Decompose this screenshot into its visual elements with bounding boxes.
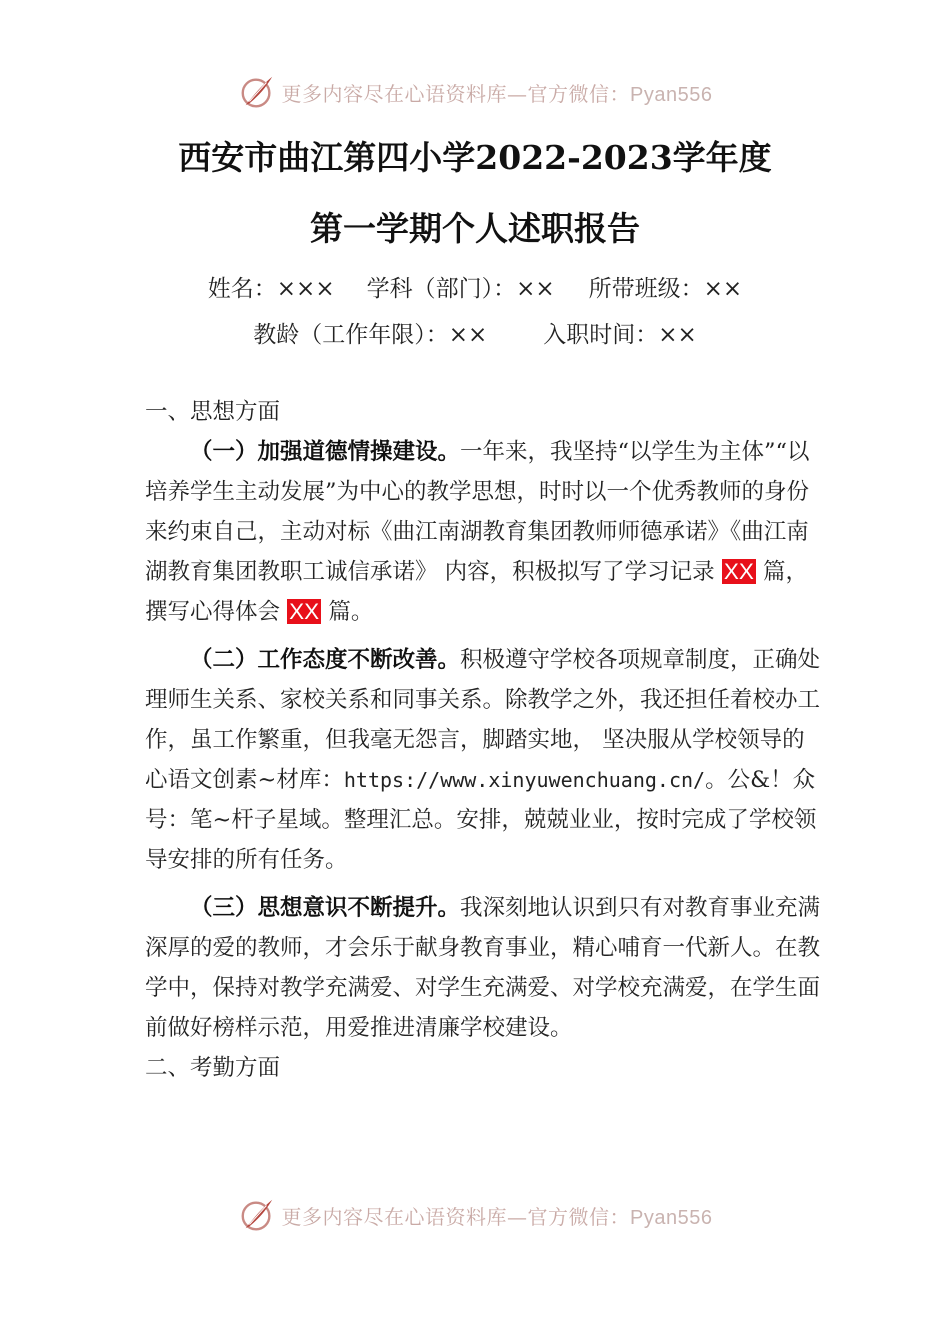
- subheading-awareness: （三）思想意识不断提升。: [190, 895, 461, 921]
- quill-logo-icon: [238, 1196, 276, 1234]
- paragraph-text: 篇，撰写心得体会: [145, 559, 808, 625]
- watermark-label: 更多内容尽在心语资料库—官方微信：: [281, 81, 631, 106]
- paragraph-text: 篇。: [321, 599, 374, 625]
- watermark-wechat-id: Pyan556: [630, 83, 713, 106]
- document-body: [145, 392, 825, 1088]
- paragraph-text: 。公&！众号：笔~杆子星域。整理汇总。安排，兢兢业业，按时完成了学校领导安排的所有任务。: [145, 767, 817, 873]
- watermark-text: [282, 1201, 713, 1230]
- info-subject: 学科（部门）：××: [366, 276, 555, 302]
- paragraph-text: 积极遵守学校各项规章制度，正确处理师生关系、家校关系和同事关系。除教学之外，我还担任着校办工作，虽工作繁重，但我毫无怨言，脚踏实地， 坚决服从学校领导的心语文创素~材库：: [145, 647, 821, 793]
- section-heading-2: 二、考勤方面: [145, 1055, 281, 1081]
- watermark-wechat-id: Pyan556: [630, 1206, 713, 1229]
- watermark-header: [0, 70, 950, 114]
- website-url: https://www.xinyuwenchuang.cn/: [343, 768, 706, 792]
- document-title-line2: 第一学期个人述职报告: [310, 209, 640, 248]
- placeholder-highlight: XX: [723, 559, 754, 584]
- subheading-moral: （一）加强道德情操建设。: [190, 439, 461, 465]
- paragraph-text: 一年来，我坚持“以学生为主体”“以培养学生主动发展”为中心的教学思想，时时以一个优秀教师的身份来约束自己，主动对标《曲江南湖教育集团教师师德承诺》《曲江南湖教育集团教职工诚信承诺》 内容，积极拟写了学习记录: [145, 439, 810, 585]
- info-row-2: [0, 316, 950, 349]
- subheading-attitude: （二）工作态度不断改善。: [190, 647, 461, 673]
- paragraph-awareness: [145, 888, 825, 1048]
- info-name: 姓名：×××: [207, 276, 335, 302]
- document-title-line1: 西安市曲江第四小学2022-2023学年度: [178, 138, 772, 177]
- watermark-label: 更多内容尽在心语资料库—官方微信：: [281, 1204, 631, 1229]
- paragraph-text: 我深刻地认识到只有对教育事业充满深厚的爱的教师，才会乐于献身教育事业，精心哺育一代新人。在教学中，保持对教学充满爱、对学生充满爱、对学校充满爱，在学生面前做好榜样示范，用爱推进清廉学校建设。: [145, 895, 821, 1041]
- watermark-footer: [0, 1193, 950, 1237]
- info-entry-time: 入职时间：××: [543, 322, 697, 348]
- paragraph-moral: [145, 432, 825, 632]
- quill-logo-icon: [238, 73, 276, 111]
- watermark-text: [282, 78, 713, 107]
- info-seniority: 教龄（工作年限）：××: [253, 322, 488, 348]
- placeholder-highlight: XX: [289, 599, 320, 624]
- paragraph-attitude: [145, 640, 825, 880]
- info-row-1: [0, 270, 950, 303]
- section-heading-1: 一、思想方面: [145, 399, 281, 425]
- info-class: 所带班级：××: [588, 276, 743, 302]
